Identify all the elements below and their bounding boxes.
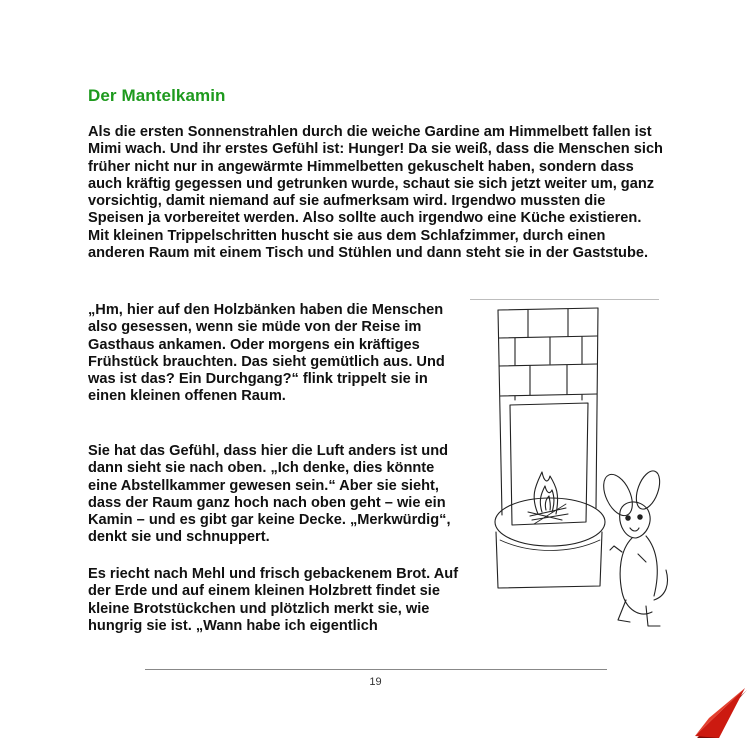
footer-rule [145, 669, 607, 670]
paragraph-2: „Hm, hier auf den Holzbänken haben die Menschen also gesessen, wenn sie müde von der Reise im Gasthaus ankamen. Oder morgens ein kräftiges Frühstück brauchten. Das sieht gemütlich aus. Und was ist das? Ein Durchgang?“ flink trippelt sie in einen kleinen offenen Raum. [88, 302, 445, 405]
paragraph-4: Es riecht nach Mehl und frisch gebackenem Brot. Auf der Erde und auf einem kleinen Holzbrett findet sie kleine Brotstückchen und plötzlich merkt sie, wie hungrig sie ist. „Wann habe ich eigentlich [88, 566, 459, 634]
chimney-mouse-illustration [470, 300, 670, 640]
paragraph-3: Sie hat das Gefühl, dass hier die Luft anders ist und dann sieht sie nach oben. „Ich denke, dies könnte eine Abstellkammer gewesen sein.“ Aber sie sieht, dass der Raum ganz hoch nach oben geht – wie ein Kamin – und es gibt gar keine Decke. „Merkwürdig“, denkt sie und schnuppert. [88, 443, 451, 546]
chapter-title: Der Mantelkamin [88, 86, 226, 105]
page-number: 19 [369, 676, 382, 688]
page-turn-corner-icon[interactable] [695, 688, 747, 738]
paragraph-1: Als die ersten Sonnenstrahlen durch die weiche Gardine am Himmelbett fallen ist Mimi wach. Und ihr erstes Gefühl ist: Hunger! Da sie weiß, dass die Menschen sich früher nicht nur in angewärmte Himmelbetten gekuschelt haben, sondern dass auch kräftig gegessen und getrunken wurde, schaut sie sich jetzt weiter um, ganz vorsichtig, damit niemand auf sie aufmerksam wird. Irgendwo mussten die Speisen ja vorbereitet werden. Also sollte auch irgendwo eine Küche existieren. Mit kleinen Trippelschritten huscht sie aus dem Schlafzimmer, durch einen anderen Raum mit einem Tisch und Stühlen und dann steht sie in der Gaststube. [88, 124, 663, 262]
